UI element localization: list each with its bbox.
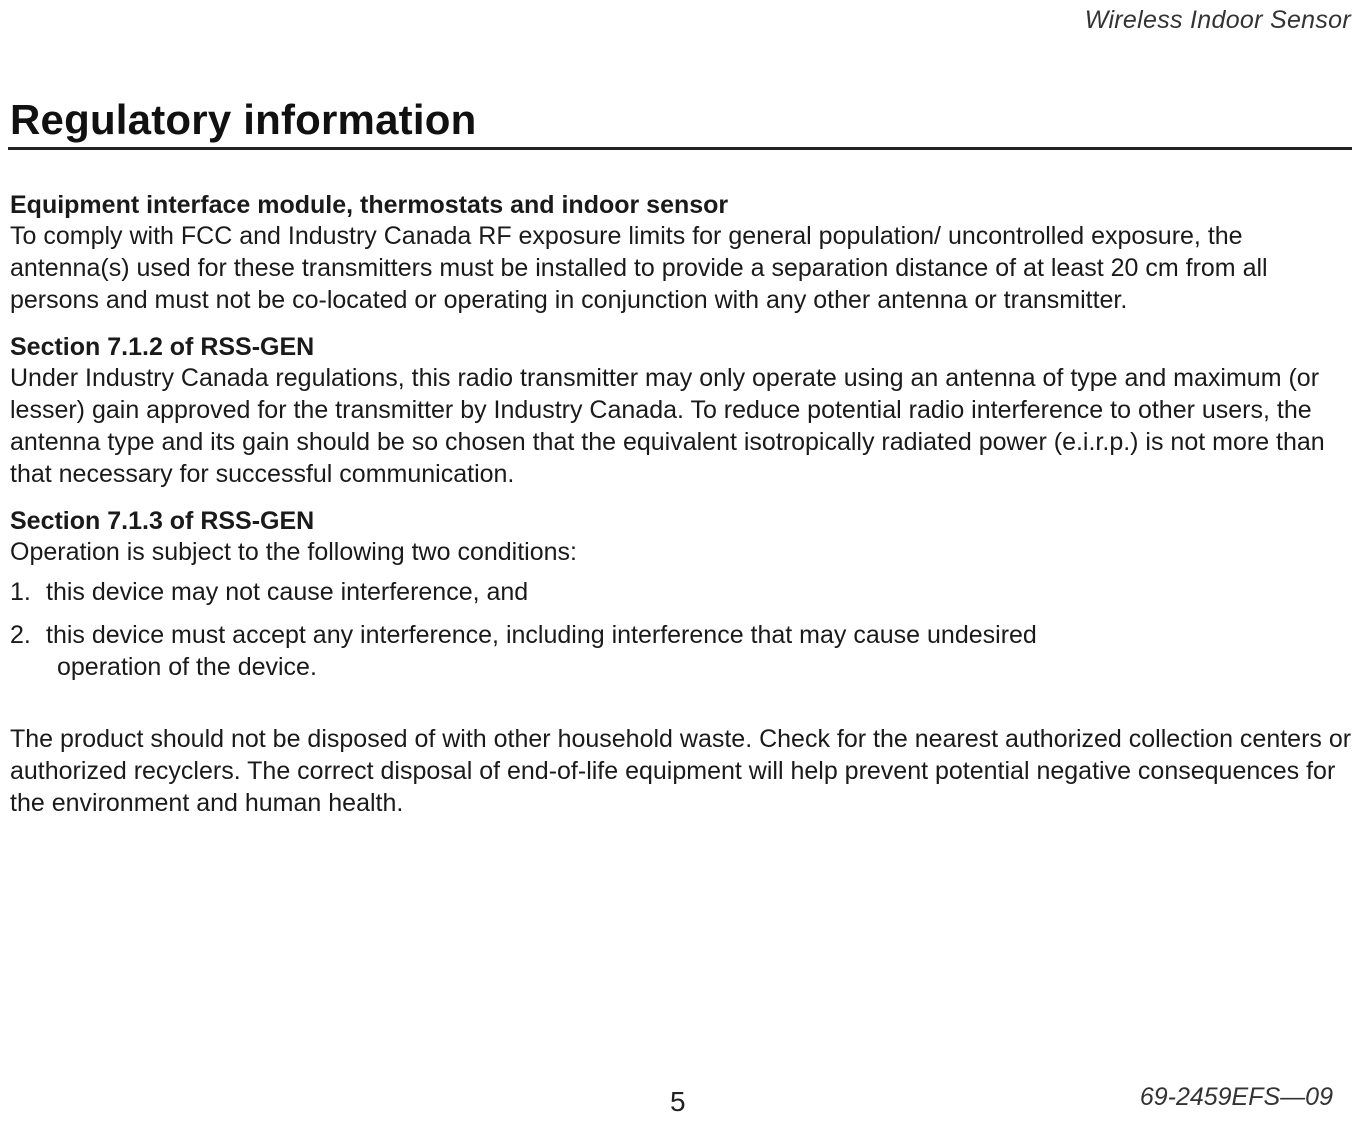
list-text-continuation: operation of the device. xyxy=(57,653,317,681)
list-item xyxy=(10,576,1352,608)
section-heading: Equipment interface module, thermostats and indoor sensor xyxy=(10,191,729,219)
section-body: Under Industry Canada regulations, this radio transmitter may only operate using an antenna of type and maximum (or lesser) gain approved for the transmitter by Industry Canada. To reduce potential radio interference to other users, the antenna type and its gain should be so chosen that the equivalent isotropically radiated power (e.i.r.p.) is not more than that necessary for successful communication. xyxy=(10,364,1325,488)
page-title: Regulatory information xyxy=(10,96,477,143)
list-number: 1. xyxy=(10,578,31,606)
list-item xyxy=(10,619,1352,683)
disposal-notice: The product should not be disposed of with other household waste. Check for the nearest authorized collection centers or authorized recyclers. The correct disposal of end-of-life equipment will help prevent potential negative consequences for the environment and human health. xyxy=(10,725,1352,817)
list-number: 2. xyxy=(10,621,31,649)
section-body: To comply with FCC and Industry Canada RF exposure limits for general population/ uncontrolled exposure, the antenna(s) used for these transmitters must be installed to provide a separation distance of at least 20 cm from all persons and must not be co-located or operating in conjunction with any other antenna or transmitter. xyxy=(10,222,1268,314)
section-7-1-2 xyxy=(10,332,1352,490)
page-content xyxy=(10,190,1352,819)
conditions-list xyxy=(10,576,1352,683)
list-text: this device must accept any interference, including interference that may cause undesired xyxy=(46,621,1037,649)
section-7-1-3 xyxy=(10,506,1352,683)
section-equipment xyxy=(10,190,1352,316)
section-heading: Section 7.1.3 of RSS-GEN xyxy=(10,507,315,535)
running-header: Wireless Indoor Sensor xyxy=(1084,6,1351,34)
list-text: this device may not cause interference, and xyxy=(46,578,529,606)
document-number: 69-2459EFS—09 xyxy=(1139,1083,1333,1111)
section-heading: Section 7.1.2 of RSS-GEN xyxy=(10,333,315,361)
title-divider xyxy=(8,147,1352,150)
page-number: 5 xyxy=(670,1086,686,1117)
section-body: Operation is subject to the following two conditions: xyxy=(10,538,577,566)
